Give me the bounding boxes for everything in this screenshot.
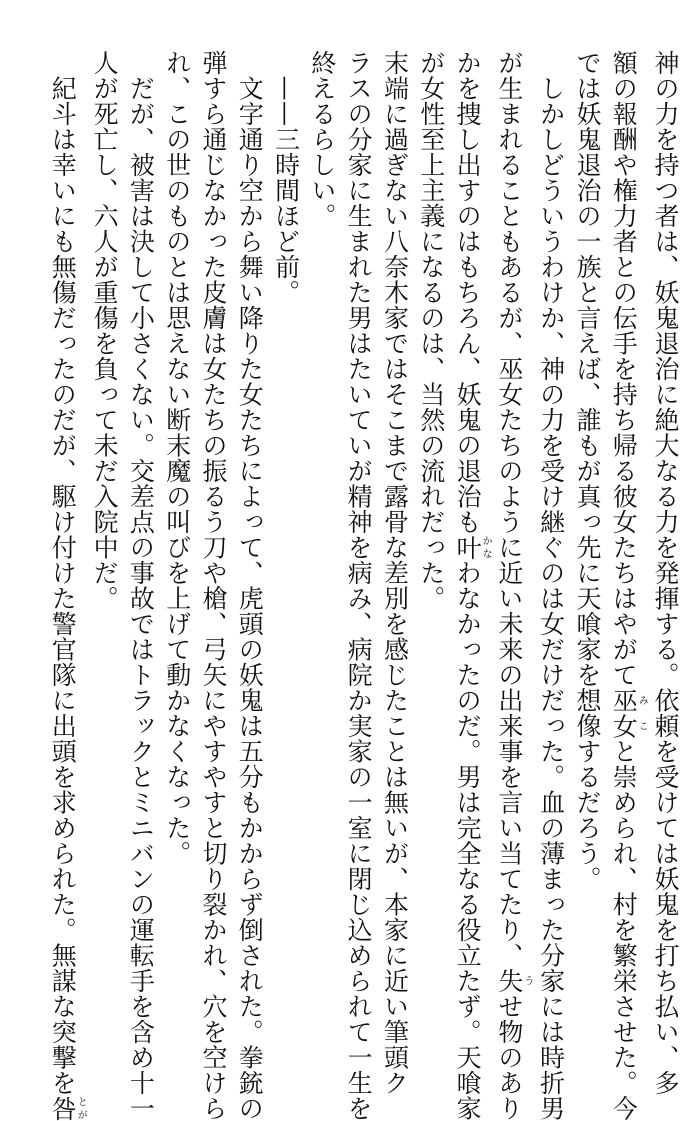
text-line: 終えるらしい。	[304, 50, 340, 985]
text-line: ——三時間ほど前。	[267, 50, 303, 985]
ruby-kana: かな	[480, 535, 491, 561]
text-line: 額の報酬や権力者との伝手を持ち帰る彼女たちはやがて巫女みこと崇められ、村を繁栄させた。今	[605, 50, 647, 985]
ruby-toga: とが	[75, 1096, 86, 1121]
text-line: ラスの分家に生まれた男はたいていが精神を病み、病院か実家の一室に閉じ込められて一生を	[340, 50, 376, 985]
text-line: しかしどういうわけか、神の力を受け継ぐのは女だけだった。血の薄まった分家には時折男	[532, 50, 568, 985]
text-line: 末端に過ぎない八奈木家ではそこまで露骨な差別を感じたことは無いが、本家に近い筆頭ク	[376, 50, 412, 985]
text-line: では妖鬼退治の一族と言えば、誰もが真っ先に天喰家を想像するだろう。	[569, 50, 605, 985]
text-line: かを捜し出すのはもちろん、妖鬼の退治も叶かなわなかったのだ。男は完全なる役立たず。天喰家	[449, 50, 491, 985]
text-line: れ、この世のものとは思えない断末魔の叫びを上げて動かなくなった。	[158, 50, 194, 985]
text-line: 紀斗は幸いにも無傷だったのだが、駆け付けた警官隊に出頭を求められた。無謀な突撃を咎とが	[44, 50, 86, 985]
text-line: が生まれることもあるが、巫女たちのように近い未来の出来事を言い当てたり、失うせ物のあり	[491, 50, 533, 985]
vertical-text-body	[44, 50, 683, 985]
text-line: 人が死亡し、六人が重傷を負って未だ入院中だ。	[86, 50, 122, 985]
ruby-use: う	[522, 968, 533, 994]
text-line: 弾すら通じなかった皮膚は女たちの振るう刀や槍、弓矢にやすやすと切り裂かれ、穴を空けら	[195, 50, 231, 985]
text-line: が女性至上主義になるのは、当然の流れだった。	[412, 50, 448, 985]
text-line: 神の力を持つ者は、妖鬼退治に絶大なる力を発揮する。依頼を受けては妖鬼を打ち払い、多	[647, 50, 683, 985]
text-line: 文字通り空から舞い降りた女たちによって、虎頭の妖鬼は五分もかからず倒された。拳銃の	[231, 50, 267, 985]
ruby-miko: みこ	[636, 688, 647, 739]
text-line: だが、被害は決して小さくない。交差点の事故ではトラックとミニバンの運転手を含め十一	[122, 50, 158, 985]
